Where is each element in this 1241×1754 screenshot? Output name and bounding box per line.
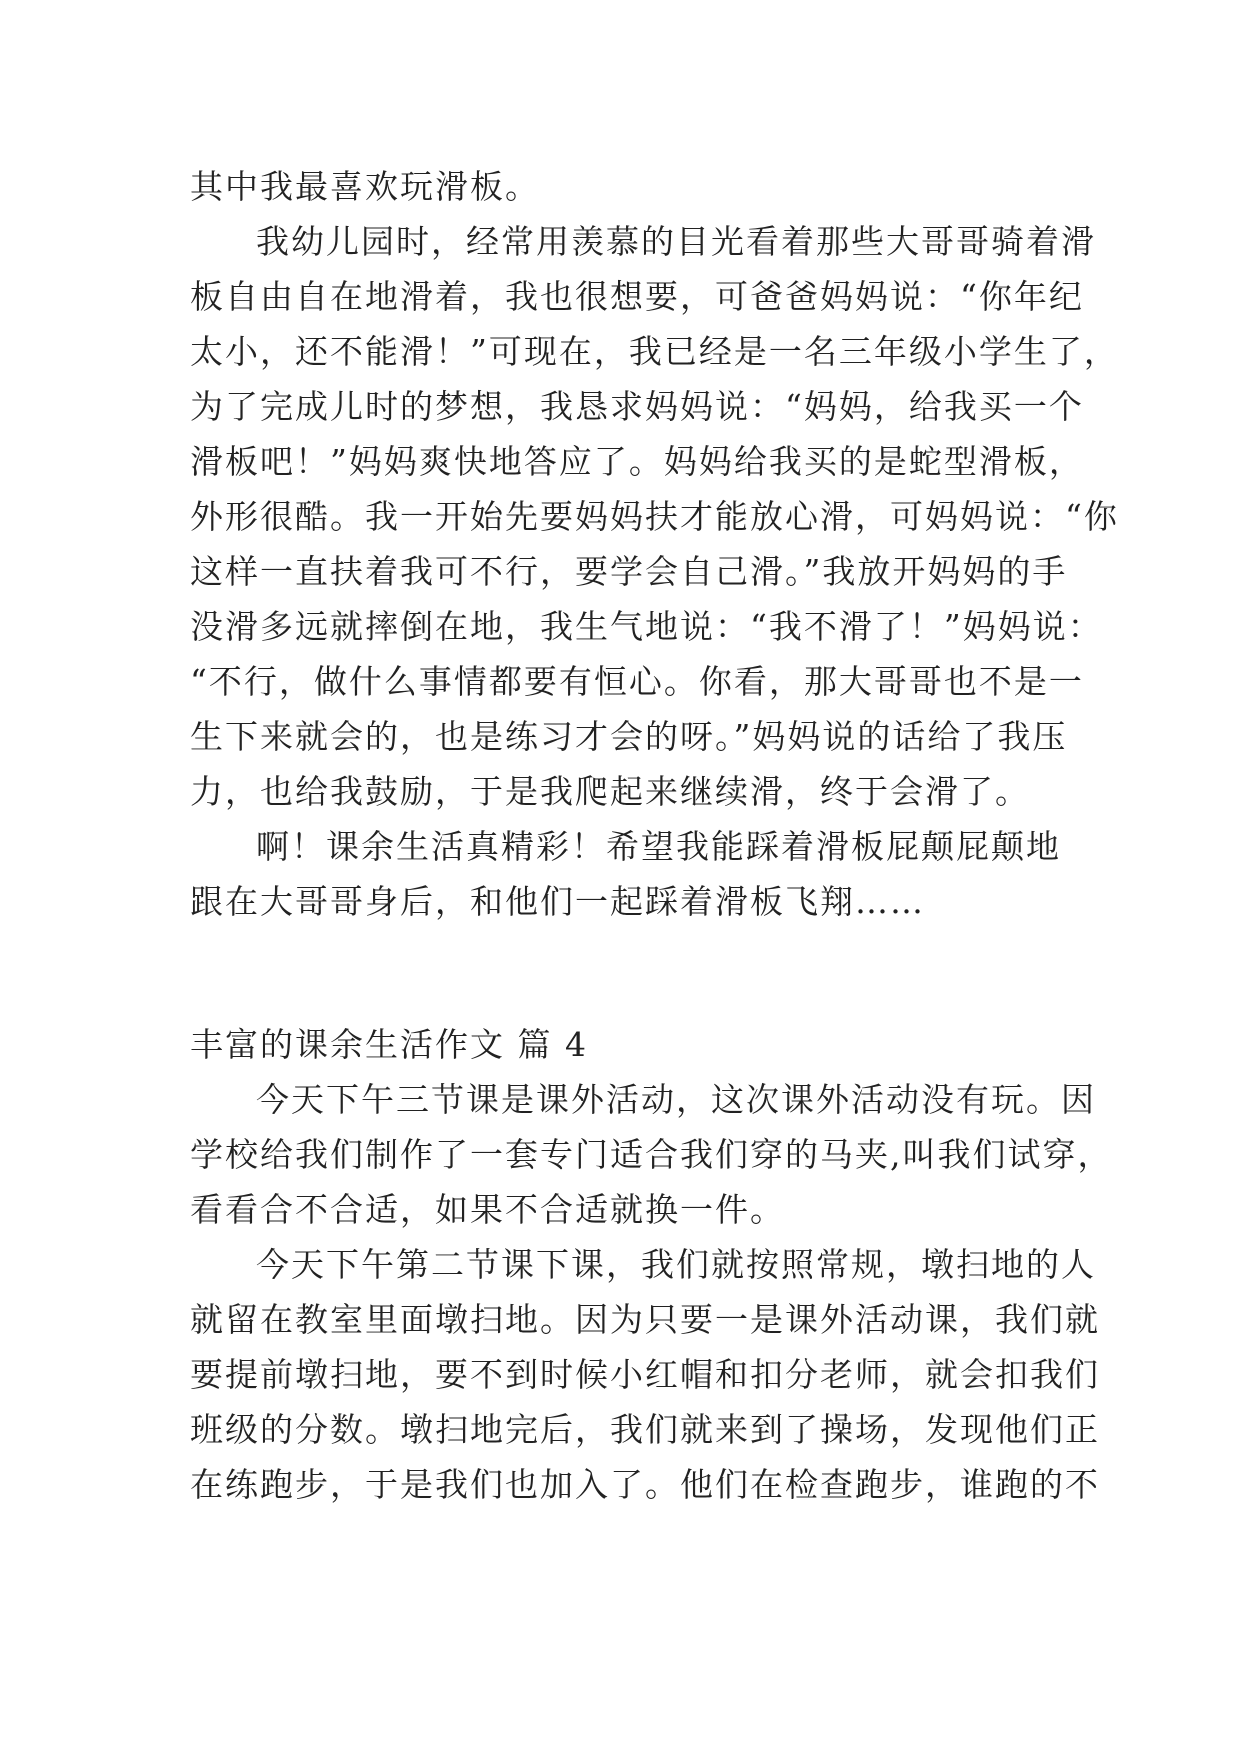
- text-line: 学校给我们制作了一套专门适合我们穿的马夹,叫我们试穿，: [190, 1135, 1113, 1174]
- text-line: 滑板吧！”妈妈爽快地答应了。妈妈给我买的是蛇型滑板，: [190, 442, 1084, 481]
- text-line: 没滑多远就摔倒在地，我生气地说：“我不滑了！”妈妈说：: [190, 607, 1103, 646]
- text-line: “不行，做什么事情都要有恒心。你看，那大哥哥也不是一: [190, 662, 1084, 701]
- text-line: 太小，还不能滑！”可现在，我已经是一名三年级小学生了，: [190, 332, 1119, 371]
- text-line: 这样一直扶着我可不行，要学会自己滑。”我放开妈妈的手: [190, 552, 1068, 591]
- text-line: 班级的分数。墩扫地完后，我们就来到了操场，发现他们正: [190, 1410, 1100, 1449]
- text-line: 要提前墩扫地，要不到时候小红帽和扣分老师，就会扣我们: [190, 1355, 1100, 1394]
- text-line: 跟在大哥哥身后，和他们一起踩着滑板飞翔……: [190, 882, 925, 921]
- paragraph-first-line: 我幼儿园时，经常用羡慕的目光看着那些大哥哥骑着滑: [256, 222, 1096, 261]
- paragraph-first-line: 啊！课余生活真精彩！希望我能踩着滑板屁颠屁颠地: [256, 827, 1061, 866]
- paragraph-first-line: 今天下午第二节课下课，我们就按照常规，墩扫地的人: [256, 1245, 1096, 1284]
- text-line: 板自由自在地滑着，我也很想要，可爸爸妈妈说：“你年纪: [190, 277, 1084, 316]
- text-line: 在练跑步，于是我们也加入了。他们在检查跑步，谁跑的不: [190, 1465, 1100, 1504]
- text-line: 力，也给我鼓励，于是我爬起来继续滑，终于会滑了。: [190, 772, 1030, 811]
- section-heading: 丰富的课余生活作文 篇 4: [190, 1025, 588, 1064]
- text-line: 外形很酷。我一开始先要妈妈扶才能放心滑，可妈妈说：“你: [190, 497, 1119, 536]
- text-line: 其中我最喜欢玩滑板。: [190, 167, 540, 206]
- text-line: 看看合不合适，如果不合适就换一件。: [190, 1190, 785, 1229]
- text-line: 生下来就会的，也是练习才会的呀。”妈妈说的话给了我压: [190, 717, 1068, 756]
- text-line: 为了完成儿时的梦想，我恳求妈妈说：“妈妈，给我买一个: [190, 387, 1084, 426]
- paragraph-first-line: 今天下午三节课是课外活动，这次课外活动没有玩。因: [256, 1080, 1096, 1119]
- text-line: 就留在教室里面墩扫地。因为只要一是课外活动课，我们就: [190, 1300, 1100, 1339]
